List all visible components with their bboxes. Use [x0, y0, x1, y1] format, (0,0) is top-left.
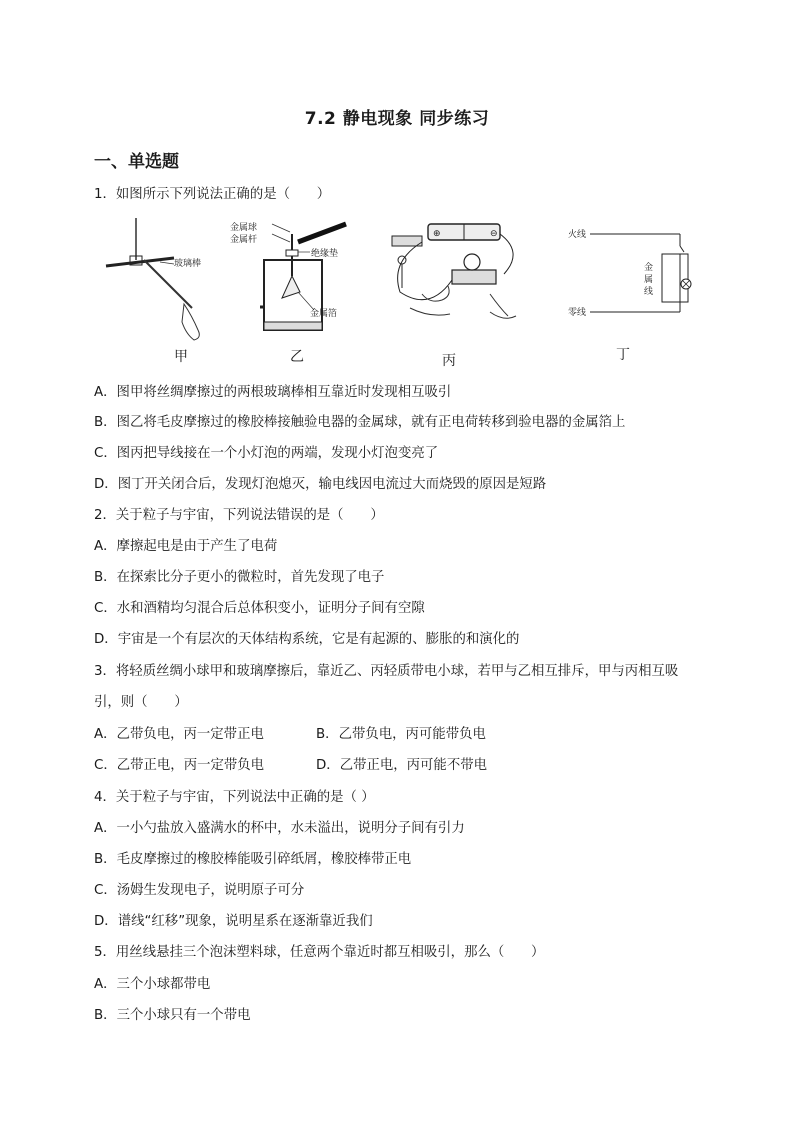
q4-stem: 4．关于粒子与宇宙，下列说法中正确的是（ ） — [94, 790, 375, 805]
q3-option-c: C．乙带正电，丙一定带负电 — [94, 758, 265, 773]
fig-jia-label-rod: 玻璃棒 — [174, 259, 202, 269]
q5-option-a: A．三个小球都带电 — [94, 977, 211, 992]
fig-ding-caption: 丁 — [616, 347, 630, 363]
q2-option-c: C．水和酒精均匀混合后总体积变小，证明分子间有空隙 — [94, 601, 425, 616]
q3-stem-line1: 3．将轻质丝绸小球甲和玻璃摩擦后，靠近乙、丙轻质带电小球，若甲与乙相互排斥，甲与丙相互吸 — [94, 664, 679, 679]
figure-bing-drawing — [392, 224, 516, 318]
fig-ding-label-wire-2: 属 — [644, 275, 654, 285]
q1-option-a: A．图甲将丝绸摩擦过的两根玻璃棒相互靠近时发现相互吸引 — [94, 385, 452, 400]
q2-stem: 2．关于粒子与宇宙，下列说法错误的是（ ） — [94, 508, 384, 523]
figure-yi-drawing — [230, 221, 346, 330]
q3-option-d: D．乙带正电，丙可能不带电 — [316, 758, 487, 773]
q5-stem: 5．用丝线悬挂三个泡沫塑料球，任意两个靠近时都互相吸引，那么（ ） — [94, 945, 545, 960]
q4-option-a: A．一小勺盐放入盛满水的杯中，水未溢出，说明分子间有引力 — [94, 821, 465, 836]
figure-ding-drawing — [568, 228, 691, 318]
q1-option-d: D．图丁开关闭合后，发现灯泡熄灭，输电线因电流过大而烧毁的原因是短路 — [94, 477, 547, 492]
q4-option-c: C．汤姆生发现电子，说明原子可分 — [94, 883, 305, 898]
fig-yi-caption: 乙 — [290, 349, 304, 365]
q5-option-b: B．三个小球只有一个带电 — [94, 1008, 251, 1023]
fig-yi-label-rod: 金属杆 — [230, 235, 258, 245]
fig-yi-label-pad: 绝缘垫 — [311, 249, 339, 259]
fig-yi-label-foil: 金属箔 — [310, 309, 338, 319]
q3-option-a: A．乙带负电，丙一定带正电 — [94, 727, 264, 742]
q2-option-b: B．在探索比分子更小的微粒时，首先发现了电子 — [94, 570, 385, 585]
q1-option-b: B．图乙将毛皮摩擦过的橡胶棒接触验电器的金属球，就有正电荷转移到验电器的金属箔上 — [94, 415, 626, 430]
svg-text:⊕: ⊕ — [433, 229, 441, 239]
fig-ding-label-wire-group — [644, 261, 653, 297]
q1-option-c: C．图丙把导线接在一个小灯泡的两端，发现小灯泡变亮了 — [94, 446, 439, 461]
svg-text:⊖: ⊖ — [490, 229, 498, 239]
fig-ding-label-wire-3: 线 — [644, 287, 654, 297]
q3-stem-line2: 引，则（ ） — [94, 695, 188, 710]
q1-figure-drawings — [100, 212, 740, 372]
fig-jia-caption: 甲 — [174, 349, 188, 365]
section-heading: 一、单选题 — [94, 152, 179, 172]
fig-ding-label-neutral: 零线 — [568, 308, 587, 318]
fig-ding-label-live: 火线 — [568, 230, 587, 240]
q4-option-b: B．毛皮摩擦过的橡胶棒能吸引碎纸屑，橡胶棒带正电 — [94, 852, 412, 867]
q2-option-d: D．宇宙是一个有层次的天体结构系统，它是有起源的、膨胀的和演化的 — [94, 632, 520, 647]
q4-option-d: D．谱线“红移”现象，说明星系在逐渐靠近我们 — [94, 914, 373, 929]
q1-figures — [100, 212, 740, 372]
q3-option-b: B．乙带负电，丙可能带负电 — [316, 727, 486, 742]
page-title: 7.2 静电现象 同步练习 — [304, 109, 490, 129]
q1-stem: 1．如图所示下列说法正确的是（ ） — [94, 187, 331, 202]
q2-option-a: A．摩擦起电是由于产生了电荷 — [94, 539, 278, 554]
fig-ding-label-wire-1: 金 — [644, 263, 654, 273]
fig-bing-caption: 丙 — [442, 353, 456, 369]
figure-jia-drawing — [106, 218, 201, 340]
fig-yi-label-ball: 金属球 — [230, 223, 258, 233]
